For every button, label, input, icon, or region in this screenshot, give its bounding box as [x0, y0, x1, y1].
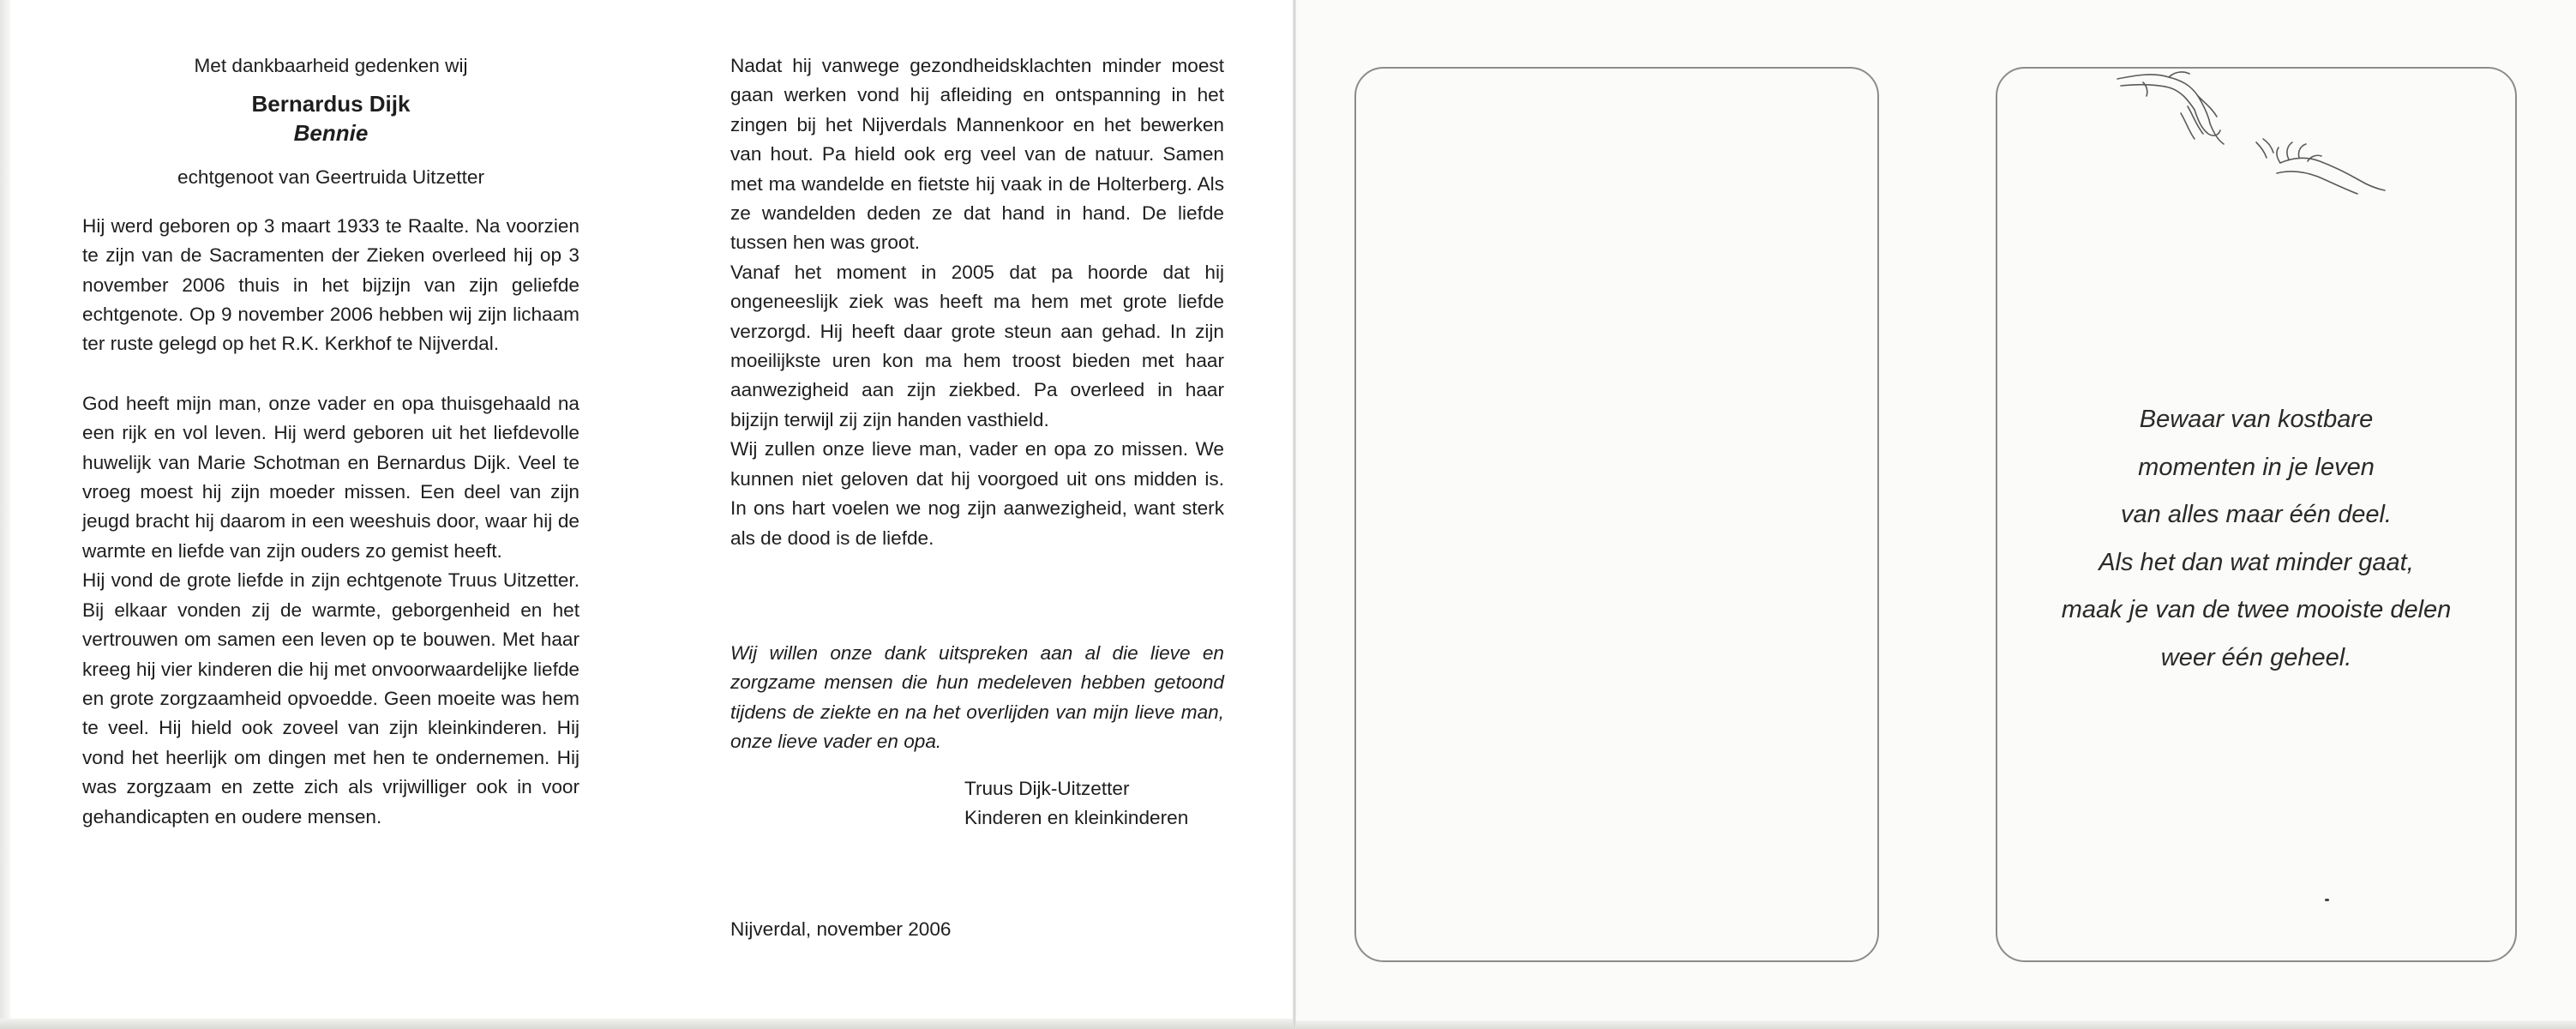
panel-obituary	[82, 51, 579, 832]
spouse-line: echtgenoot van Geertruida Uitzetter	[177, 166, 484, 189]
birth-death-paragraph: Hij werd geboren op 3 maart 1933 te Raalte. Na voorzien te zijn van de Sacramenten der Zieken overleed hij op 3 november 2006 thuis in het bijzijn van zijn geliefde echtgenote. Op 9 november 2006 hebben wij zijn lichaam ter ruste gelegd op het R.K. Kerkhof te Nijverdal.	[82, 214, 579, 355]
signature-widow: Truus Dijk-Uitzetter	[964, 777, 1130, 799]
reaching-hands-icon	[2109, 60, 2400, 232]
card-fold	[1293, 0, 1296, 1029]
deceased-nickname: Bennie	[293, 120, 369, 147]
signature-block	[964, 774, 1224, 833]
missing-paragraph: Wij zullen onze lieve man, vader en opa zo missen. We kunnen niet geloven dat hij voorgoed uit ons midden is. In ons hart voelen we nog zijn aanwezigheid, want sterk als de dood is de liefde.	[730, 438, 1224, 549]
deceased-name: Bernardus Dijk	[251, 91, 411, 117]
intro-line: Met dankbaarheid gedenken wij	[194, 55, 468, 76]
illness-paragraph: Vanaf het moment in 2005 dat pa hoorde dat hij ongeneeslijk ziek was heeft ma hem met grote liefde verzorgd. Hij heeft daar grote steun aan gehad. In zijn moeilijkste uren kon ma hem troost bieden met haar aanwezigheid aan zijn ziekbed. Pa overleed in haar bijzijn terwijl zij zijn handen vasthield.	[730, 261, 1224, 430]
life-paragraph: God heeft mijn man, onze vader en opa thuisgehaald na een rijk en vol leven. Hij werd geboren uit het liefdevolle huwelijk van Marie Schotman en Bernardus Dijk. Veel te vroeg moest hij zijn moeder missen. Een deel van zijn jeugd bracht hij daarom in een weeshuis door, waar hij de warmte en liefde van zijn ouders zo gemist heeft.	[82, 392, 579, 562]
poem-line: momenten in je leven	[2138, 453, 2375, 481]
signature-family: Kinderen en kleinkinderen	[964, 806, 1189, 828]
poem-line: weer één geheel.	[2160, 643, 2352, 671]
thanks-paragraph: Wij willen onze dank uitspreken aan al die lieve en zorgzame mensen die hun medeleven hebben getoond tijdens de ziekte en na het overlijden van mijn lieve man, onze lieve vader en opa.	[730, 641, 1224, 753]
place-date: Nijverdal, november 2006	[730, 918, 952, 940]
panel-memories	[730, 51, 1224, 944]
poem-line: maak je van de twee mooiste delen	[2061, 596, 2452, 623]
poem-line: van alles maar één deel.	[2121, 501, 2392, 528]
print-speck	[2325, 899, 2329, 901]
hobbies-paragraph: Nadat hij vanwege gezondheidsklachten minder moest gaan werken vond hij afleiding en ontspanning in het zingen bij het Nijverdals Mannenkoor en het bewerken van hout. Pa hield ook erg veel van de natuur. Samen met ma wandelde en fietste hij vaak in de Holterberg. Als ze wandelden deden ze dat hand in hand. De liefde tussen hen was groot.	[730, 55, 1224, 254]
marriage-paragraph: Hij vond de grote liefde in zijn echtgenote Truus Uitzetter. Bij elkaar vonden zij de warmte, geborgenheid en het vertrouwen om samen een leven op te bouwen. Met haar kreeg hij vier kinderen die hij met onvoorwaardelijke liefde en grote zorgzaamheid opvoedde. Geen moeite was hem te veel. Hij hield ook zoveel van zijn kleinkinderen. Hij vond het heerlijk om dingen met hen te ondernemen. Hij was zorgzaam en zette zich als vrijwilliger ook in voor gehandicapten en oudere mensen.	[82, 569, 579, 827]
poem	[1997, 396, 2515, 682]
poem-line: Als het dan wat minder gaat,	[2099, 548, 2414, 576]
card-left-edge	[0, 0, 10, 1029]
photo-frame-empty	[1354, 67, 1879, 962]
card-bottom-edge	[0, 1019, 1293, 1029]
card-bottom-edge-right	[1296, 1020, 2576, 1029]
poem-line: Bewaar van kostbare	[2139, 406, 2374, 433]
